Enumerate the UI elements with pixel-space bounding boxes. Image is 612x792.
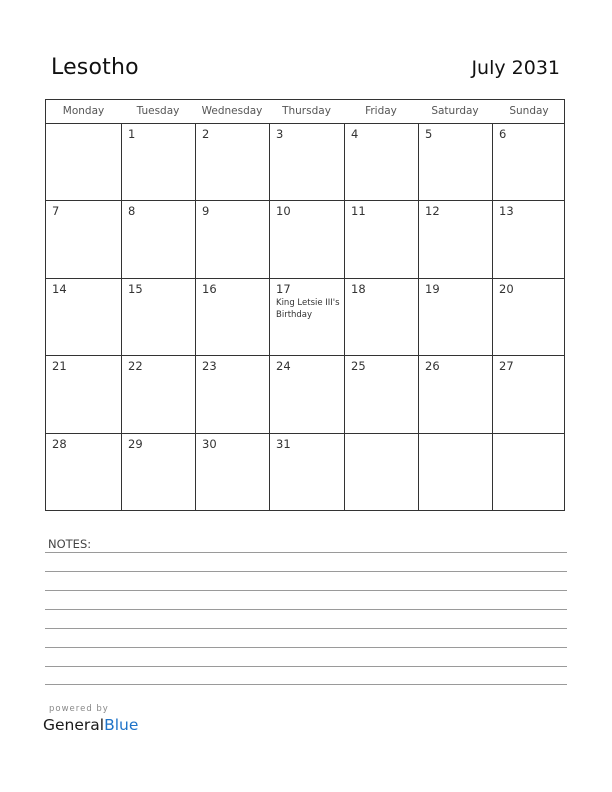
- day-cell[interactable]: [492, 356, 566, 433]
- day-cell[interactable]: [46, 201, 121, 278]
- day-number: 23: [202, 359, 217, 373]
- day-number: 29: [128, 437, 143, 451]
- day-number: 8: [128, 204, 136, 218]
- day-cell[interactable]: [269, 279, 344, 355]
- weekday-sunday: Sunday: [509, 105, 549, 117]
- generalblue-logo[interactable]: [43, 716, 138, 734]
- day-number: 5: [425, 127, 433, 141]
- day-cell[interactable]: [46, 279, 121, 355]
- note-line[interactable]: [45, 571, 567, 572]
- week-row: [46, 434, 564, 510]
- day-cell[interactable]: [418, 124, 492, 200]
- day-number: 16: [202, 282, 217, 296]
- powered-by-text: powered by: [49, 704, 109, 714]
- day-cell[interactable]: [46, 124, 121, 200]
- day-cell[interactable]: [121, 201, 195, 278]
- day-number: 12: [425, 204, 440, 218]
- day-cell[interactable]: [195, 434, 269, 510]
- note-line[interactable]: [45, 609, 567, 610]
- day-number: 6: [499, 127, 507, 141]
- month-year-title: July 2031: [471, 57, 560, 79]
- weekday-tuesday: Tuesday: [136, 105, 180, 117]
- day-cell[interactable]: [344, 356, 418, 433]
- note-line[interactable]: [45, 590, 567, 591]
- day-number: 13: [499, 204, 514, 218]
- day-cell[interactable]: [121, 279, 195, 355]
- day-cell[interactable]: [418, 434, 492, 510]
- day-number: 20: [499, 282, 514, 296]
- logo-general-text: General: [43, 716, 105, 734]
- day-number: 31: [276, 437, 291, 451]
- week-row: [46, 279, 564, 356]
- day-cell[interactable]: [344, 124, 418, 200]
- day-cell[interactable]: [492, 434, 566, 510]
- day-number: 21: [52, 359, 67, 373]
- day-number: 28: [52, 437, 67, 451]
- day-number: 10: [276, 204, 291, 218]
- day-number: 18: [351, 282, 366, 296]
- day-number: 4: [351, 127, 359, 141]
- holiday-event: King Letsie III's Birthday: [276, 298, 340, 320]
- country-title: Lesotho: [51, 55, 139, 80]
- weekday-monday: Monday: [62, 105, 105, 117]
- calendar-grid: [45, 99, 565, 511]
- weekday-friday: Friday: [365, 105, 397, 117]
- day-number: 7: [52, 204, 60, 218]
- day-cell[interactable]: [269, 434, 344, 510]
- day-number: 9: [202, 204, 210, 218]
- day-number: 11: [351, 204, 366, 218]
- day-cell[interactable]: [492, 279, 566, 355]
- weekday-saturday: Saturday: [431, 105, 479, 117]
- day-number: 26: [425, 359, 440, 373]
- notes-label: NOTES:: [48, 537, 92, 551]
- day-number: 19: [425, 282, 440, 296]
- day-number: 14: [52, 282, 67, 296]
- day-cell[interactable]: [195, 201, 269, 278]
- day-cell[interactable]: [46, 434, 121, 510]
- day-number: 17: [276, 282, 291, 296]
- note-line[interactable]: [45, 647, 567, 648]
- day-cell[interactable]: [492, 124, 566, 200]
- note-line[interactable]: [45, 666, 567, 667]
- day-cell[interactable]: [344, 434, 418, 510]
- day-cell[interactable]: [195, 279, 269, 355]
- day-cell[interactable]: [195, 124, 269, 200]
- day-cell[interactable]: [492, 201, 566, 278]
- day-cell[interactable]: [344, 279, 418, 355]
- day-cell[interactable]: [46, 356, 121, 433]
- note-line[interactable]: [45, 628, 567, 629]
- day-cell[interactable]: [195, 356, 269, 433]
- day-cell[interactable]: [269, 124, 344, 200]
- day-number: 30: [202, 437, 217, 451]
- day-number: 15: [128, 282, 143, 296]
- day-cell[interactable]: [344, 201, 418, 278]
- day-number: 25: [351, 359, 366, 373]
- week-row: [46, 124, 564, 201]
- day-cell[interactable]: [418, 356, 492, 433]
- weekday-wednesday: Wednesday: [201, 105, 263, 117]
- day-cell[interactable]: [418, 201, 492, 278]
- day-number: 2: [202, 127, 210, 141]
- day-number: 3: [276, 127, 284, 141]
- note-line[interactable]: [45, 552, 567, 553]
- day-cell[interactable]: [418, 279, 492, 355]
- weekday-header-row: [46, 100, 564, 124]
- day-number: 1: [128, 127, 136, 141]
- week-row: [46, 201, 564, 279]
- weekday-thursday: Thursday: [282, 105, 331, 117]
- day-cell[interactable]: [121, 434, 195, 510]
- day-cell[interactable]: [269, 356, 344, 433]
- week-row: [46, 356, 564, 434]
- day-number: 27: [499, 359, 514, 373]
- day-cell[interactable]: [121, 124, 195, 200]
- note-line[interactable]: [45, 684, 567, 685]
- day-number: 22: [128, 359, 143, 373]
- day-number: 24: [276, 359, 291, 373]
- logo-blue-text: Blue: [104, 716, 139, 734]
- day-cell[interactable]: [121, 356, 195, 433]
- day-cell[interactable]: [269, 201, 344, 278]
